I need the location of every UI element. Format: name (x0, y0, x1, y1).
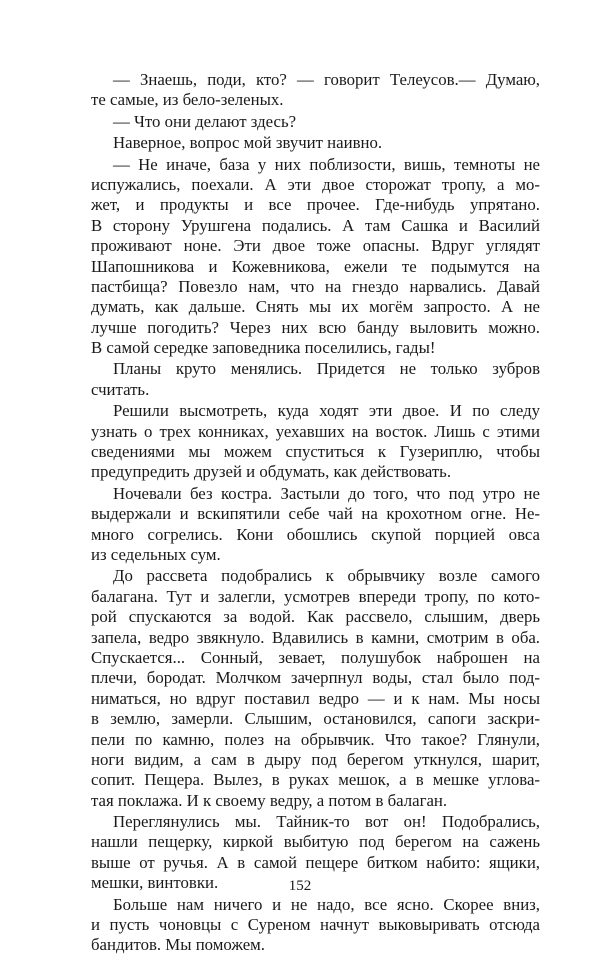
page-number: 152 (288, 878, 312, 894)
text-line: и пусть чоновцы с Суреном начнут выковыривать отсюда (91, 915, 540, 935)
paragraph (91, 895, 540, 956)
paragraph (91, 133, 540, 153)
text-line: Наверное, вопрос мой звучит наивно. (113, 133, 383, 153)
paragraph (91, 484, 540, 566)
text-line: пели по камню, полез на обрывчик. Что такое? Глянули, (91, 729, 540, 749)
text-line: выше от ручья. А в самой пещере битком набито: ящики, (91, 852, 540, 872)
text-line: выдержали и вскипятили себе чай на крохотном огне. Не- (91, 504, 540, 524)
text-line: Шапошникова и Кожевникова, ежели те подымутся на (91, 256, 540, 276)
paragraph (91, 566, 540, 811)
text-line: в землю, замерли. Слышим, остановился, сапоги заскри- (91, 709, 540, 729)
text-line: из седельных сум. (91, 544, 221, 564)
text-line: Ночевали без костра. Застыли до того, что под утро не (113, 483, 540, 503)
text-line: До рассвета подобрались к обрывчику возле самого (113, 566, 540, 586)
text-line: мешки, винтовки. (91, 873, 219, 893)
text-line: Переглянулись мы. Тайник-то вот он! Подобрались, (113, 812, 540, 832)
text-line: — Не иначе, база у них поблизости, вишь, темноты не (113, 154, 540, 174)
text-line: бандитов. Мы поможем. (91, 935, 265, 955)
paragraph (91, 112, 540, 132)
text-line: сопит. Пещера. Вылез, в руках мешок, а в мешке углова- (91, 770, 540, 790)
text-line: думать, как дальше. Снять мы их могём запросто. А не (91, 297, 540, 317)
text-line: Решили высмотреть, куда ходят эти двое. И по следу (113, 401, 540, 421)
text-line: — Что они делают здесь? (113, 111, 297, 131)
text-line: запела, ведро звякнуло. Вдавились в камни, смотрим в оба. (91, 627, 540, 647)
paragraph (91, 70, 540, 111)
paragraph (91, 155, 540, 359)
text-line: предупредить друзей и обдумать, как действовать. (91, 462, 452, 482)
text-line: проживают ноне. Эти двое тоже опасны. Вдруг углядят (91, 236, 540, 256)
text-line: лучше погодить? Через них всю банду выловить можно. (91, 317, 540, 337)
text-line: те самые, из бело-зеленых. (91, 90, 284, 110)
text-line: много согрелись. Кони обошлись скупой порцией овса (91, 524, 540, 544)
text-line: сведениями мы можем спуститься к Гузериплю, чтобы (91, 442, 540, 462)
text-line: Планы круто менялись. Придется не только зубров (113, 359, 540, 379)
text-line: Спускается... Сонный, зевает, полушубок наброшен на (91, 647, 540, 667)
text-line: тая поклажа. И к своему ведру, а потом в балаган. (91, 790, 448, 810)
text-line: плечи, бородат. Молчком зачерпнул воды, стал было под- (91, 668, 540, 688)
text-line: испужались, поехали. А эти двое сторожат тропу, а мо- (91, 174, 540, 194)
text-line: В самой середке заповедника поселились, гады! (91, 338, 436, 358)
text-line: жет, и продукты и все прочее. Где-нибудь упрятано. (91, 195, 540, 215)
text-line: нашли пещерку, киркой выбитую под берегом на сажень (91, 832, 540, 852)
text-line: Больше нам ничего и не надо, все ясно. Скорее вниз, (113, 894, 540, 914)
paragraph (91, 359, 540, 400)
text-line: считать. (91, 379, 150, 399)
text-line: рой спускаются за водой. Как рассвело, слышим, дверь (91, 607, 540, 627)
text-line: ноги видим, а сам в дыру под берегом уткнулся, шарит, (91, 749, 540, 769)
text-line: В сторону Урушгена подались. А там Сашка и Василий (91, 215, 540, 235)
body-text (91, 70, 540, 956)
text-line: узнать о трех конниках, уехавших на восток. Лишь с этими (91, 421, 540, 441)
text-line: ниматься, но вдруг поставил ведро — и к нам. Мы носы (91, 688, 540, 708)
paragraph (91, 401, 540, 483)
text-line: — Знаешь, поди, кто? — говорит Телеусов.— Думаю, (113, 70, 540, 89)
text-line: пастбища? Повезло нам, что на гнездо нарвались. Давай (91, 276, 540, 296)
text-line: балагана. Тут и залегли, усмотрев впереди тропу, по кото- (91, 586, 540, 606)
